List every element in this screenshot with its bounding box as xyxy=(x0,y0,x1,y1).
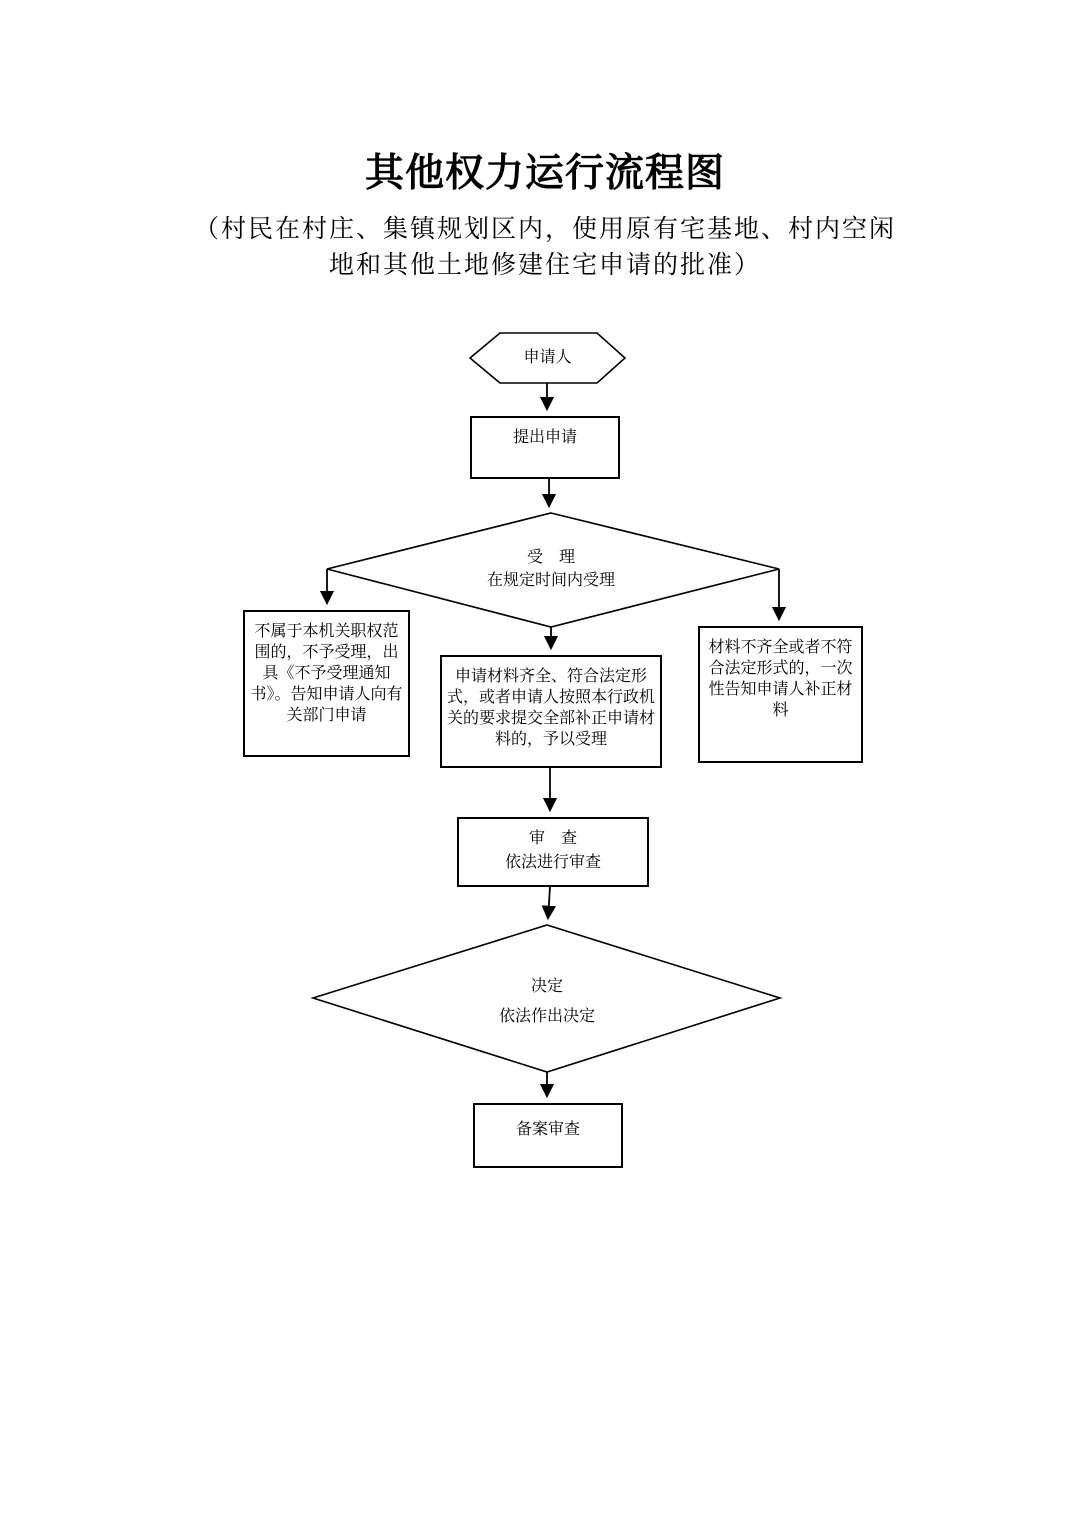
decision-diamond-label xyxy=(397,977,697,1027)
review-box xyxy=(457,817,649,887)
arrow-review-to-decision xyxy=(548,887,550,918)
accepted-text: 申请材料齐全、符合法定形式，或者申请人按照本行政机关的要求提交全部补正申请材料的，予以受理 xyxy=(447,668,656,748)
record-review-box xyxy=(473,1103,623,1168)
submit-application-label: 提出申请 xyxy=(512,429,577,446)
acceptance-subtitle: 在规定时间内受理 xyxy=(486,572,615,589)
record-review-label: 备案审查 xyxy=(515,1121,580,1138)
submit-application-box xyxy=(470,416,620,479)
acceptance-title: 受 理 xyxy=(526,549,575,566)
supplement-text: 材料不齐全或者不符合法定形式的，一次性告知申请人补正材料 xyxy=(708,639,853,719)
decision-subtitle: 依法作出决定 xyxy=(498,1008,595,1025)
acceptance-diamond-label xyxy=(401,548,701,591)
decision-title: 决定 xyxy=(530,978,563,995)
page-subtitle-line2: 地和其他土地修建住宅申请的批准） xyxy=(328,252,761,279)
review-title: 审 查 xyxy=(528,830,577,847)
page-subtitle-line1: （村民在村庄、集镇规划区内，使用原有宅基地、村内空闲 xyxy=(193,216,896,243)
not-accepted-box xyxy=(243,610,410,757)
start-hexagon-label: 申请人 xyxy=(523,349,572,366)
review-subtitle: 依法进行审查 xyxy=(504,854,601,871)
accepted-box xyxy=(440,655,662,768)
page-title: 其他权力运行流程图 xyxy=(364,152,725,195)
not-accepted-text: 不属于本机关职权范围的，不予受理，出具《不予受理通知书》。告知申请人向有关部门申请 xyxy=(250,623,403,724)
supplement-box xyxy=(698,626,863,763)
